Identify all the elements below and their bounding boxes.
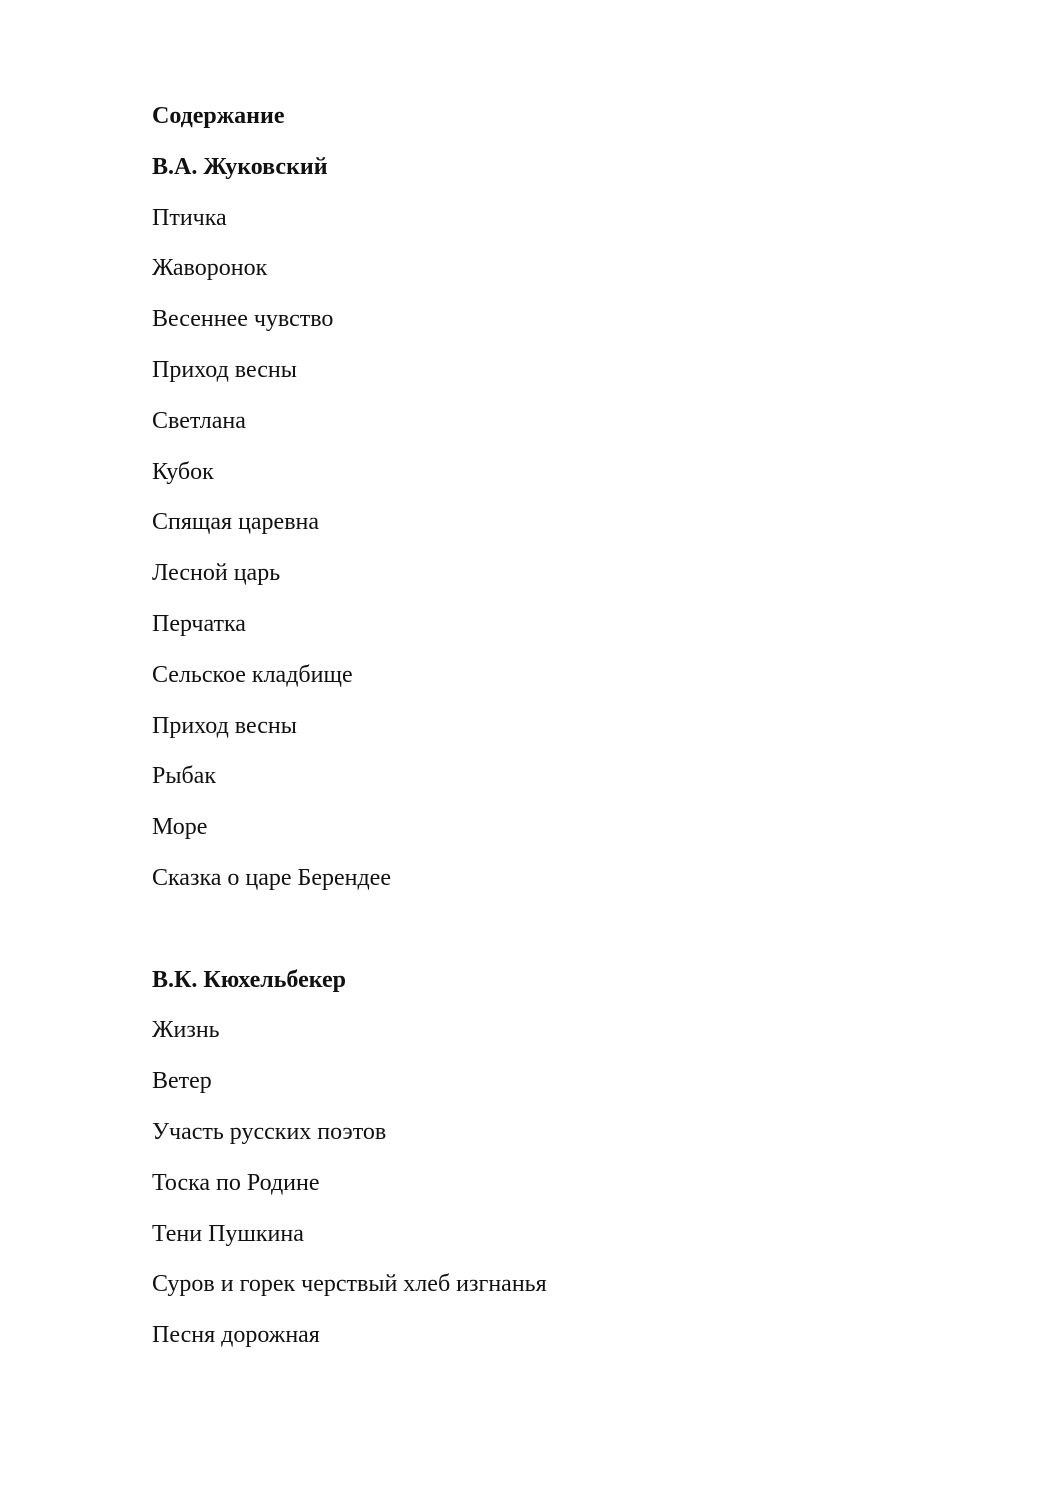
author-heading-zhukovsky: В.А. Жуковский bbox=[152, 153, 328, 180]
contents-entry: Рыбак bbox=[152, 763, 216, 790]
contents-entry: Приход весны bbox=[152, 356, 297, 383]
section-spacer bbox=[152, 912, 972, 946]
contents-entry: Весеннее чувство bbox=[152, 306, 334, 333]
contents-entry: Перчатка bbox=[152, 610, 246, 637]
contents-entry: Светлана bbox=[152, 407, 246, 434]
contents-entry: Жаворонок bbox=[152, 255, 268, 282]
contents-entry: Спящая царевна bbox=[152, 509, 320, 536]
contents-entry: Море bbox=[152, 814, 208, 841]
contents-entry: Птичка bbox=[152, 204, 227, 231]
author-heading-kuchelbecker: В.К. Кюхельбекер bbox=[152, 966, 346, 993]
contents-heading: Содержание bbox=[152, 103, 285, 129]
contents-entry: Песня дорожная bbox=[152, 1322, 320, 1349]
contents-entry: Тоска по Родине bbox=[152, 1169, 320, 1196]
contents-entry: Ветер bbox=[152, 1068, 212, 1095]
table-of-contents bbox=[152, 99, 972, 1369]
contents-entry: Жизнь bbox=[152, 1017, 220, 1044]
contents-entry: Суров и горек черствый хлеб изгнанья bbox=[152, 1271, 547, 1298]
contents-entry: Приход весны bbox=[152, 712, 297, 739]
contents-entry: Участь русских поэтов bbox=[152, 1118, 387, 1145]
contents-entry: Кубок bbox=[152, 458, 214, 485]
contents-entry: Лесной царь bbox=[152, 560, 281, 587]
contents-entry: Сельское кладбище bbox=[152, 661, 353, 688]
contents-entry: Тени Пушкина bbox=[152, 1220, 304, 1247]
contents-entry: Сказка о царе Берендее bbox=[152, 864, 391, 891]
